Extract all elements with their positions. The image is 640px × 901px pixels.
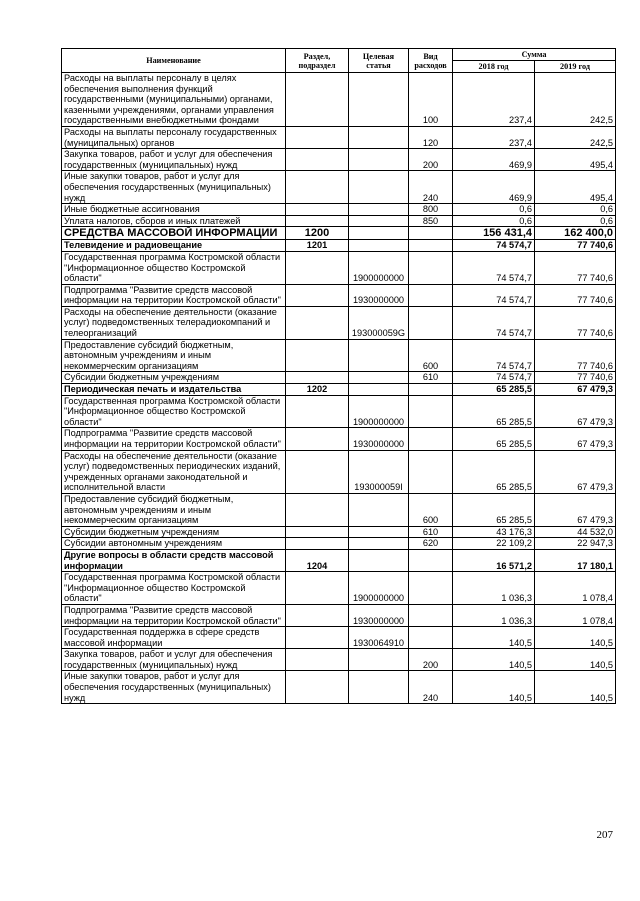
- row-name: Подпрограмма "Развитие средств массовой информации на территории Костромской области": [62, 428, 286, 450]
- row-expense-type: [409, 240, 453, 252]
- row-amount-2018: 74 574,7: [453, 372, 535, 384]
- row-amount-2018: 65 285,5: [453, 384, 535, 396]
- row-target-code: 1900000000: [349, 395, 409, 428]
- header-section: Раздел, подраздел: [286, 49, 349, 73]
- row-amount-2018: 140,5: [453, 649, 535, 671]
- header-expense-type: Вид расходов: [409, 49, 453, 73]
- row-section-code: [286, 149, 349, 171]
- row-amount-2019: 77 740,6: [535, 251, 616, 284]
- row-amount-2019: 162 400,0: [535, 227, 616, 240]
- header-name: Наименование: [62, 49, 286, 73]
- page-number: 207: [596, 829, 613, 841]
- row-expense-type: [409, 572, 453, 605]
- table-row: [62, 171, 616, 204]
- row-name: Предоставление субсидий бюджетным, автономным учреждениям и иным некоммерческим организациям: [62, 339, 286, 372]
- table-row: [62, 339, 616, 372]
- row-amount-2018: 74 574,7: [453, 240, 535, 252]
- row-expense-type: [409, 627, 453, 649]
- row-target-code: [349, 649, 409, 671]
- table-row: [62, 526, 616, 538]
- row-name: Периодическая печать и издательства: [62, 384, 286, 396]
- row-expense-type: 850: [409, 215, 453, 227]
- row-amount-2019: 44 532,0: [535, 526, 616, 538]
- row-expense-type: 200: [409, 649, 453, 671]
- row-amount-2018: 74 574,7: [453, 284, 535, 306]
- table-row: [62, 227, 616, 240]
- row-target-code: [349, 204, 409, 216]
- row-target-code: [349, 73, 409, 127]
- row-section-code: [286, 204, 349, 216]
- budget-table: [61, 48, 616, 704]
- row-section-code: [286, 627, 349, 649]
- row-name: Иные закупки товаров, работ и услуг для обеспечения государственных (муниципальных) нужд: [62, 171, 286, 204]
- row-name: Расходы на выплаты персоналу в целях обеспечения выполнения функций государственными (муниципальными) органами, казенными учреждениями, органами управления государственными внебюджетными фондами: [62, 73, 286, 127]
- row-expense-type: [409, 604, 453, 626]
- row-name: Государственная программа Костромской области "Информационное общество Костромской области": [62, 251, 286, 284]
- row-target-code: [349, 493, 409, 526]
- row-amount-2019: 67 479,3: [535, 384, 616, 396]
- row-amount-2018: 65 285,5: [453, 493, 535, 526]
- row-amount-2019: 77 740,6: [535, 240, 616, 252]
- row-name: Субсидии автономным учреждениям: [62, 538, 286, 550]
- table-header: [62, 49, 616, 73]
- header-sum: Сумма: [453, 49, 616, 61]
- row-target-code: [349, 671, 409, 704]
- row-expense-type: 120: [409, 126, 453, 148]
- row-expense-type: 610: [409, 372, 453, 384]
- row-section-code: [286, 215, 349, 227]
- row-target-code: 1930000000: [349, 604, 409, 626]
- row-section-code: [286, 395, 349, 428]
- row-name: Субсидии бюджетным учреждениям: [62, 372, 286, 384]
- row-name: Иные бюджетные ассигнования: [62, 204, 286, 216]
- row-section-code: 1204: [286, 549, 349, 571]
- row-expense-type: [409, 284, 453, 306]
- table-row: [62, 204, 616, 216]
- row-section-code: [286, 251, 349, 284]
- row-section-code: [286, 671, 349, 704]
- row-section-code: 1200: [286, 227, 349, 240]
- row-amount-2018: 469,9: [453, 171, 535, 204]
- row-target-code: [349, 215, 409, 227]
- row-section-code: 1201: [286, 240, 349, 252]
- row-amount-2019: 495,4: [535, 171, 616, 204]
- row-name: Закупка товаров, работ и услуг для обеспечения государственных (муниципальных) нужд: [62, 649, 286, 671]
- row-target-code: [349, 126, 409, 148]
- row-section-code: [286, 450, 349, 493]
- row-amount-2019: 495,4: [535, 149, 616, 171]
- row-amount-2018: 74 574,7: [453, 306, 535, 339]
- row-amount-2019: 0,6: [535, 204, 616, 216]
- row-target-code: [349, 549, 409, 571]
- row-amount-2019: 77 740,6: [535, 339, 616, 372]
- row-section-code: [286, 339, 349, 372]
- row-amount-2019: 22 947,3: [535, 538, 616, 550]
- row-section-code: [286, 526, 349, 538]
- row-name: Другие вопросы в области средств массовой информации: [62, 549, 286, 571]
- table-row: [62, 126, 616, 148]
- row-expense-type: [409, 428, 453, 450]
- row-name: Государственная поддержка в сфере средств массовой информации: [62, 627, 286, 649]
- row-amount-2018: 0,6: [453, 204, 535, 216]
- table-row: [62, 671, 616, 704]
- table-row: [62, 627, 616, 649]
- row-section-code: [286, 284, 349, 306]
- header-target: Целевая статья: [349, 49, 409, 73]
- row-amount-2018: 74 574,7: [453, 339, 535, 372]
- row-expense-type: [409, 227, 453, 240]
- row-section-code: [286, 604, 349, 626]
- row-expense-type: 240: [409, 171, 453, 204]
- row-name: Расходы на выплаты персоналу государственных (муниципальных) органов: [62, 126, 286, 148]
- row-amount-2019: 67 479,3: [535, 395, 616, 428]
- row-amount-2018: 469,9: [453, 149, 535, 171]
- row-amount-2019: 77 740,6: [535, 284, 616, 306]
- table-row: [62, 73, 616, 127]
- row-target-code: [349, 372, 409, 384]
- row-name: Предоставление субсидий бюджетным, автономным учреждениям и иным некоммерческим организациям: [62, 493, 286, 526]
- row-name: Государственная программа Костромской области "Информационное общество Костромской области": [62, 395, 286, 428]
- row-amount-2018: 74 574,7: [453, 251, 535, 284]
- row-amount-2019: 67 479,3: [535, 493, 616, 526]
- row-section-code: [286, 538, 349, 550]
- row-amount-2018: 140,5: [453, 627, 535, 649]
- table-row: [62, 572, 616, 605]
- row-amount-2019: 140,5: [535, 627, 616, 649]
- row-section-code: [286, 126, 349, 148]
- row-target-code: [349, 339, 409, 372]
- row-section-code: [286, 649, 349, 671]
- row-expense-type: [409, 549, 453, 571]
- row-expense-type: 240: [409, 671, 453, 704]
- row-amount-2019: 77 740,6: [535, 372, 616, 384]
- row-amount-2019: 0,6: [535, 215, 616, 227]
- table-row: [62, 284, 616, 306]
- row-section-code: [286, 428, 349, 450]
- header-year-2019: 2019 год: [535, 61, 616, 73]
- table-row: [62, 604, 616, 626]
- table-row: [62, 428, 616, 450]
- row-name: Телевидение и радиовещание: [62, 240, 286, 252]
- table-row: [62, 240, 616, 252]
- row-target-code: 1900000000: [349, 251, 409, 284]
- row-amount-2019: 77 740,6: [535, 306, 616, 339]
- row-amount-2018: 22 109,2: [453, 538, 535, 550]
- table-row: [62, 493, 616, 526]
- row-target-code: 1930064910: [349, 627, 409, 649]
- row-name: Государственная программа Костромской области "Информационное общество Костромской области": [62, 572, 286, 605]
- row-amount-2019: 140,5: [535, 671, 616, 704]
- row-expense-type: [409, 450, 453, 493]
- row-section-code: [286, 372, 349, 384]
- row-expense-type: 620: [409, 538, 453, 550]
- table-row: [62, 649, 616, 671]
- row-amount-2018: 16 571,2: [453, 549, 535, 571]
- header-year-2018: 2018 год: [453, 61, 535, 73]
- row-expense-type: 600: [409, 339, 453, 372]
- row-amount-2019: 1 078,4: [535, 572, 616, 605]
- row-expense-type: [409, 306, 453, 339]
- table-row: [62, 215, 616, 227]
- row-section-code: [286, 493, 349, 526]
- row-name: Иные закупки товаров, работ и услуг для обеспечения государственных (муниципальных) нужд: [62, 671, 286, 704]
- row-section-code: 1202: [286, 384, 349, 396]
- row-name: Подпрограмма "Развитие средств массовой информации на территории Костромской области": [62, 604, 286, 626]
- row-amount-2018: 65 285,5: [453, 428, 535, 450]
- row-target-code: 1930000000: [349, 284, 409, 306]
- row-amount-2018: 0,6: [453, 215, 535, 227]
- row-expense-type: 100: [409, 73, 453, 127]
- row-section-code: [286, 171, 349, 204]
- table-row: [62, 395, 616, 428]
- row-target-code: [349, 384, 409, 396]
- table-row: [62, 450, 616, 493]
- row-name: Закупка товаров, работ и услуг для обеспечения государственных (муниципальных) нужд: [62, 149, 286, 171]
- row-amount-2018: 43 176,3: [453, 526, 535, 538]
- row-amount-2018: 65 285,5: [453, 395, 535, 428]
- row-expense-type: 800: [409, 204, 453, 216]
- row-name: Расходы на обеспечение деятельности (оказание услуг) подведомственных телерадиокомпаний и телеорганизаций: [62, 306, 286, 339]
- row-amount-2019: 67 479,3: [535, 428, 616, 450]
- row-target-code: 1900000000: [349, 572, 409, 605]
- row-expense-type: [409, 384, 453, 396]
- table-row: [62, 306, 616, 339]
- row-expense-type: 610: [409, 526, 453, 538]
- row-amount-2018: 1 036,3: [453, 604, 535, 626]
- row-target-code: [349, 227, 409, 240]
- row-section-code: [286, 572, 349, 605]
- row-name: Расходы на обеспечение деятельности (оказание услуг) подведомственных периодических изданий, учрежденных органами законодательной и исполнительной власти: [62, 450, 286, 493]
- row-expense-type: 200: [409, 149, 453, 171]
- row-amount-2018: 156 431,4: [453, 227, 535, 240]
- table-row: [62, 372, 616, 384]
- row-amount-2019: 1 078,4: [535, 604, 616, 626]
- row-section-code: [286, 73, 349, 127]
- row-amount-2018: 1 036,3: [453, 572, 535, 605]
- row-target-code: [349, 526, 409, 538]
- row-target-code: 193000059I: [349, 450, 409, 493]
- table-row: [62, 251, 616, 284]
- row-amount-2018: 65 285,5: [453, 450, 535, 493]
- table-row: [62, 549, 616, 571]
- row-amount-2019: 17 180,1: [535, 549, 616, 571]
- row-target-code: [349, 240, 409, 252]
- table-row: [62, 149, 616, 171]
- row-amount-2019: 242,5: [535, 126, 616, 148]
- budget-document-page: [61, 48, 615, 704]
- row-name: Уплата налогов, сборов и иных платежей: [62, 215, 286, 227]
- table-row: [62, 538, 616, 550]
- row-amount-2018: 237,4: [453, 73, 535, 127]
- row-section-code: [286, 306, 349, 339]
- table-row: [62, 384, 616, 396]
- row-target-code: [349, 171, 409, 204]
- row-expense-type: [409, 395, 453, 428]
- row-name: Подпрограмма "Развитие средств массовой информации на территории Костромской области": [62, 284, 286, 306]
- row-expense-type: [409, 251, 453, 284]
- row-target-code: [349, 538, 409, 550]
- row-target-code: 193000059G: [349, 306, 409, 339]
- row-target-code: [349, 149, 409, 171]
- row-amount-2019: 242,5: [535, 73, 616, 127]
- row-amount-2018: 237,4: [453, 126, 535, 148]
- row-amount-2019: 140,5: [535, 649, 616, 671]
- row-expense-type: 600: [409, 493, 453, 526]
- row-amount-2018: 140,5: [453, 671, 535, 704]
- row-name: Субсидии бюджетным учреждениям: [62, 526, 286, 538]
- table-body: [62, 73, 616, 704]
- row-name: СРЕДСТВА МАССОВОЙ ИНФОРМАЦИИ: [62, 227, 286, 240]
- row-target-code: 1930000000: [349, 428, 409, 450]
- row-amount-2019: 67 479,3: [535, 450, 616, 493]
